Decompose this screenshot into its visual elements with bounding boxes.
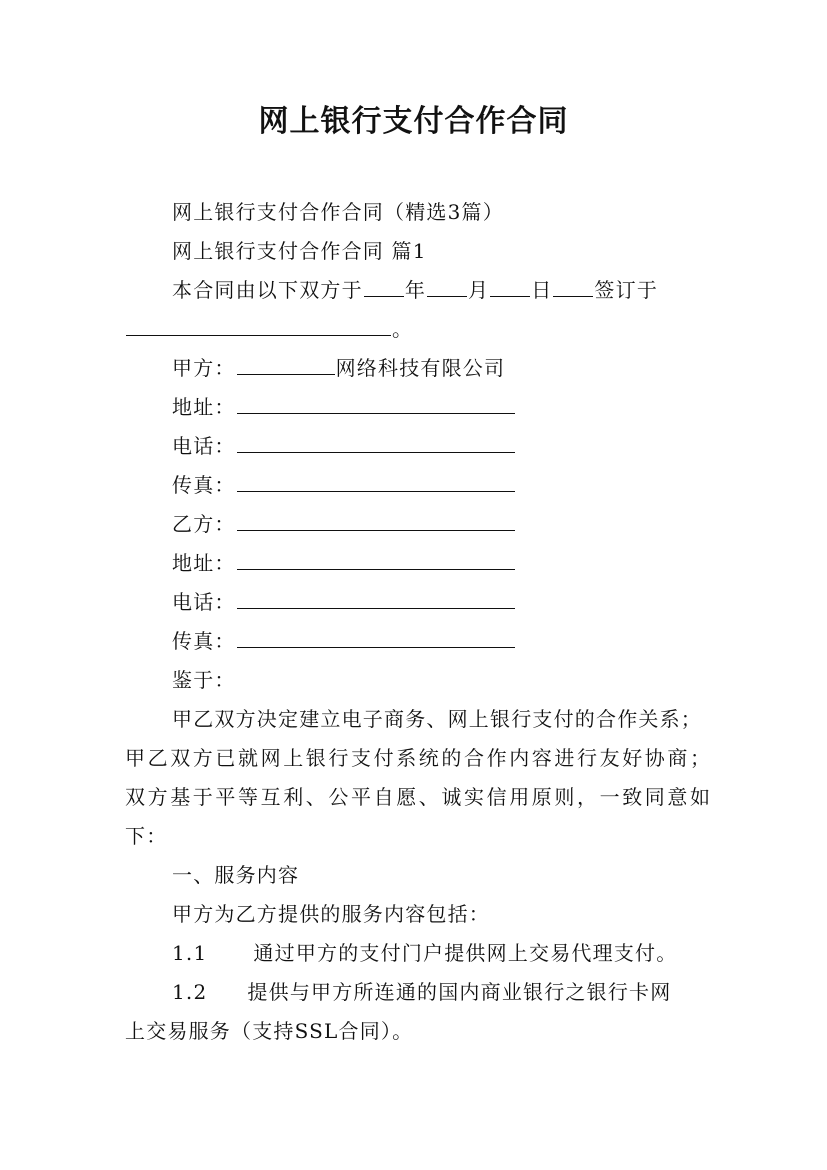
party-b-line	[172, 510, 516, 538]
party-b-label: 乙方：	[172, 512, 236, 536]
clause-1-1-text: 通过甲方的支付门户提供网上交易代理支付。	[253, 941, 678, 965]
intro-prefix: 本合同由以下双方于	[172, 278, 363, 302]
preamble-line-4: 下：	[125, 824, 168, 848]
party-b-phone-line	[172, 588, 516, 616]
address-label: 地址：	[172, 395, 236, 419]
fax-label: 传真：	[172, 473, 236, 497]
party-a-fax-blank	[237, 471, 515, 492]
party-a-address-blank	[237, 393, 515, 414]
party-b-name-blank	[237, 510, 515, 531]
party-b-phone-blank	[237, 588, 515, 609]
document-title: 网上银行支付合作合同	[258, 104, 569, 139]
phone-label: 电话：	[172, 434, 236, 458]
year-blank	[364, 276, 404, 297]
place-blank	[126, 315, 391, 336]
party-b-fax-blank	[237, 627, 515, 648]
clause-1-2-continuation: 上交易服务（支持SSL合同）。	[125, 1019, 414, 1043]
party-a-phone-line	[172, 432, 516, 460]
intro-year: 年	[404, 278, 427, 302]
address-label: 地址：	[172, 551, 236, 575]
intro-end: 。	[392, 317, 414, 341]
preamble-line-1: 甲乙双方决定建立电子商务、网上银行支付的合作关系；	[172, 707, 702, 731]
party-b-fax-line	[172, 627, 516, 655]
clause-1-2-number: 1.2	[172, 980, 208, 1004]
part-heading: 网上银行支付合作合同 篇1	[172, 239, 427, 263]
intro-month: 月	[468, 278, 490, 302]
intro-day: 日	[531, 278, 553, 302]
whereas-label: 鉴于：	[172, 668, 236, 692]
party-a-label: 甲方：	[172, 356, 236, 380]
party-a-company: 网络科技有限公司	[335, 356, 506, 380]
section-1-heading: 一、服务内容	[172, 863, 300, 887]
preamble-line-3: 双方基于平等互利、公平自愿、诚实信用原则，一致同意如	[125, 785, 713, 809]
intro-place-line	[125, 315, 413, 343]
month-blank	[427, 276, 467, 297]
party-b-address-line	[172, 549, 516, 577]
day-blank	[490, 276, 530, 297]
party-a-name-blank	[237, 354, 335, 375]
section-1-lead: 甲方为乙方提供的服务内容包括：	[172, 902, 490, 926]
clause-1-2-text: 提供与甲方所连通的国内商业银行之银行卡网	[247, 980, 672, 1004]
clause-1-1-number: 1.1	[172, 941, 208, 965]
date-blank	[553, 276, 593, 297]
intro-signed-at: 签订于	[594, 278, 659, 302]
intro-line	[172, 276, 658, 304]
clause-1-1	[172, 939, 677, 967]
party-a-fax-line	[172, 471, 516, 499]
preamble-line-2: 甲乙双方已就网上银行支付系统的合作内容进行友好协商；	[125, 746, 713, 770]
party-b-address-blank	[237, 549, 515, 570]
document-subtitle: 网上银行支付合作合同（精选3篇）	[172, 200, 504, 224]
phone-label: 电话：	[172, 590, 236, 614]
party-a-address-line	[172, 393, 516, 421]
party-a-phone-blank	[237, 432, 515, 453]
fax-label: 传真：	[172, 629, 236, 653]
party-a-line	[172, 354, 505, 382]
clause-1-2	[172, 978, 671, 1006]
